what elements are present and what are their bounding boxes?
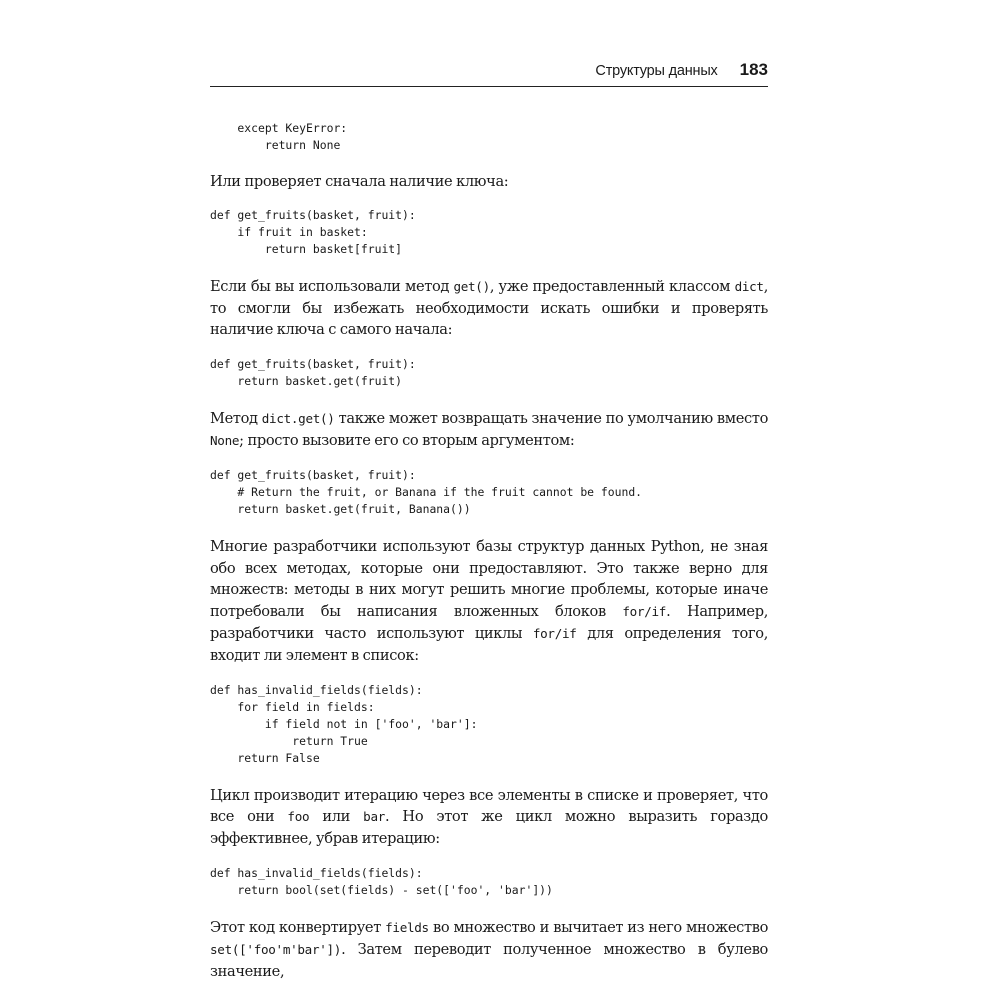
paragraph-text: Многие разработчики используют базы структур данных Python, не зная обо всех методах, которые они предоставляют. Это также верно для множеств: методы в них могут решить многие проблемы, которые иначе потребовали бы написания вложенных блоков bbox=[210, 537, 768, 621]
inline-code: dict.get() bbox=[261, 411, 335, 427]
inline-code: set(['foo'm'bar']) bbox=[210, 941, 342, 957]
paragraph-sets bbox=[210, 536, 768, 667]
paragraph-text: Или проверяет сначала наличие ключа: bbox=[210, 173, 509, 190]
paragraph-check-key bbox=[210, 171, 768, 193]
book-page bbox=[210, 60, 768, 982]
inline-code: foo bbox=[287, 809, 310, 825]
paragraph-text: во множество и вычитает из него множество bbox=[428, 918, 769, 936]
paragraph-text: Этот код конвертирует bbox=[210, 918, 386, 936]
paragraph-text: . Например, разработчики часто используют циклы bbox=[210, 603, 768, 642]
page-number: 183 bbox=[739, 60, 768, 79]
paragraph-text: , то смогли бы избежать необходимости искать ошибки и проверять наличие ключа с самого начала: bbox=[210, 277, 769, 339]
paragraph-text: Цикл производит итерацию через все элементы в списке и проверяет, что все они bbox=[210, 786, 768, 826]
code-block-get-fruits-get: def get_fruits(basket, fruit): return basket.get(fruit) bbox=[210, 357, 416, 389]
inline-code: for/if bbox=[532, 625, 577, 641]
inline-code: get() bbox=[453, 278, 490, 294]
inline-code: None bbox=[210, 432, 240, 448]
paragraph-text: Если бы вы использовали метод bbox=[210, 277, 454, 295]
code-block-has-invalid-loop: def has_invalid_fields(fields): for field in fields: if field not in ['foo', 'bar']: return True return False bbox=[210, 682, 478, 765]
code-block-get-fruits-if: def get_fruits(basket, fruit): if fruit in basket: return basket[fruit] bbox=[210, 207, 416, 256]
paragraph-text: , уже предоставленный классом bbox=[489, 277, 735, 295]
code-block-has-invalid-set: def has_invalid_fields(fields): return bool(set(fields) - set(['foo', 'bar'])) bbox=[210, 865, 553, 897]
inline-code: bar bbox=[363, 809, 386, 825]
code-block-get-fruits-default: def get_fruits(basket, fruit): # Return the fruit, or Banana if the fruit cannot be found. return basket.get(fruit, Banana()) bbox=[210, 467, 643, 516]
paragraph-text: . Затем переводит полученное множество в булево значение, bbox=[210, 940, 768, 980]
paragraph-convert-fields bbox=[210, 917, 768, 982]
inline-code: dict bbox=[734, 278, 764, 294]
running-title: Структуры данных bbox=[595, 63, 718, 79]
paragraph-text: . Но этот же цикл можно выразить гораздо эффективнее, убрав итерацию: bbox=[210, 808, 768, 848]
paragraph-text: для определения того, входит ли элемент в список: bbox=[210, 624, 768, 664]
paragraph-text: или bbox=[309, 808, 364, 826]
paragraph-text: также может возвращать значение по умолчанию вместо bbox=[334, 410, 769, 428]
paragraph-text: Метод bbox=[210, 410, 262, 428]
inline-code: for/if bbox=[622, 604, 667, 620]
running-header bbox=[210, 60, 768, 87]
inline-code: fields bbox=[385, 919, 429, 935]
paragraph-default-value bbox=[210, 408, 768, 452]
paragraph-loop-iteration bbox=[210, 785, 768, 850]
paragraph-text: ; просто вызовите его со вторым аргументом: bbox=[239, 431, 575, 449]
code-block-except: except KeyError: return None bbox=[237, 121, 348, 152]
paragraph-get-method bbox=[210, 276, 768, 341]
